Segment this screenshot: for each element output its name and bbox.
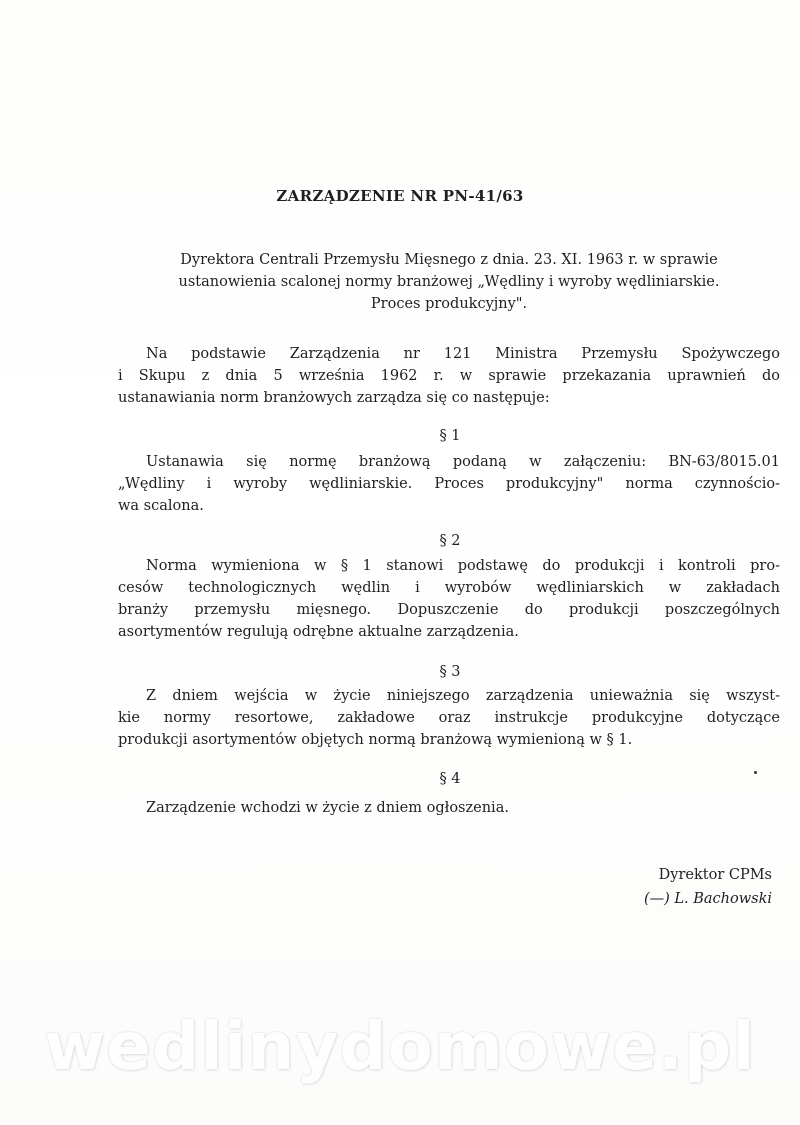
- preamble-line: i Skupu z dnia 5 września 1962 r. w sprawie przekazania uprawnień do: [118, 368, 780, 384]
- intro-line: Proces produkcyjny".: [370, 296, 528, 312]
- section-2-line: asortymentów regulują odrębne aktualne zarządzenia.: [118, 624, 519, 640]
- preamble-line: ustanawiania norm branżowych zarządza się co następuje:: [118, 390, 550, 406]
- preamble-paragraph: [118, 343, 780, 409]
- section-1-line: Ustanawia się normę branżową podaną w załączeniu: BN-63/8015.01: [146, 454, 780, 470]
- section-2-line: Norma wymieniona w § 1 stanowi podstawę do produkcji i kontroli pro-: [146, 558, 780, 574]
- section-3-sign: § 3: [439, 664, 461, 680]
- section-2-sign: § 2: [439, 533, 461, 549]
- section-3-line: produkcji asortymentów objętych normą branżową wymienioną w § 1.: [118, 732, 633, 748]
- section-1-line: „Wędliny i wyroby wędliniarskie. Proces produkcyjny" norma czynnościo-: [118, 476, 780, 492]
- section-4-line: Zarządzenie wchodzi w życie z dniem ogłoszenia.: [146, 800, 509, 816]
- section-3-paragraph: [118, 685, 780, 751]
- section-3-line: Z dniem wejścia w życie niniejszego zarządzenia unieważnia się wszyst-: [146, 688, 780, 704]
- document-title: ZARZĄDZENIE NR PN-41/63: [276, 187, 524, 205]
- intro-line: Dyrektora Centrali Przemysłu Mięsnego z dnia. 23. XI. 1963 r. w sprawie: [180, 252, 718, 268]
- signature-name: (—) L. Bachowski: [643, 891, 772, 907]
- signature-role: Dyrektor CPMs: [658, 867, 772, 883]
- section-1-paragraph: [118, 451, 780, 517]
- watermark: wedlinydomowe.pl: [44, 1008, 756, 1085]
- section-2-line: branży przemysłu mięsnego. Dopuszczenie do produkcji poszczególnych: [118, 602, 780, 618]
- intro-line: ustanowienia scalonej normy branżowej „Wędliny i wyroby wędliniarskie.: [178, 274, 720, 290]
- section-1-sign: § 1: [439, 428, 461, 444]
- section-2-paragraph: [118, 555, 780, 643]
- section-4-paragraph: [118, 797, 780, 819]
- section-1-line: wa scalona.: [118, 498, 204, 514]
- preamble-line: Na podstawie Zarządzenia nr 121 Ministra Przemysłu Spożywczego: [146, 346, 780, 362]
- section-2-line: cesów technologicznych wędlin i wyrobów wędliniarskich w zakładach: [118, 580, 780, 596]
- document-intro: [118, 249, 780, 315]
- section-4-sign: § 4: [439, 771, 461, 787]
- section-3-line: kie normy resortowe, zakładowe oraz instrukcje produkcyjne dotyczące: [118, 710, 780, 726]
- signature-block: [644, 863, 772, 911]
- ink-speck: [754, 771, 757, 774]
